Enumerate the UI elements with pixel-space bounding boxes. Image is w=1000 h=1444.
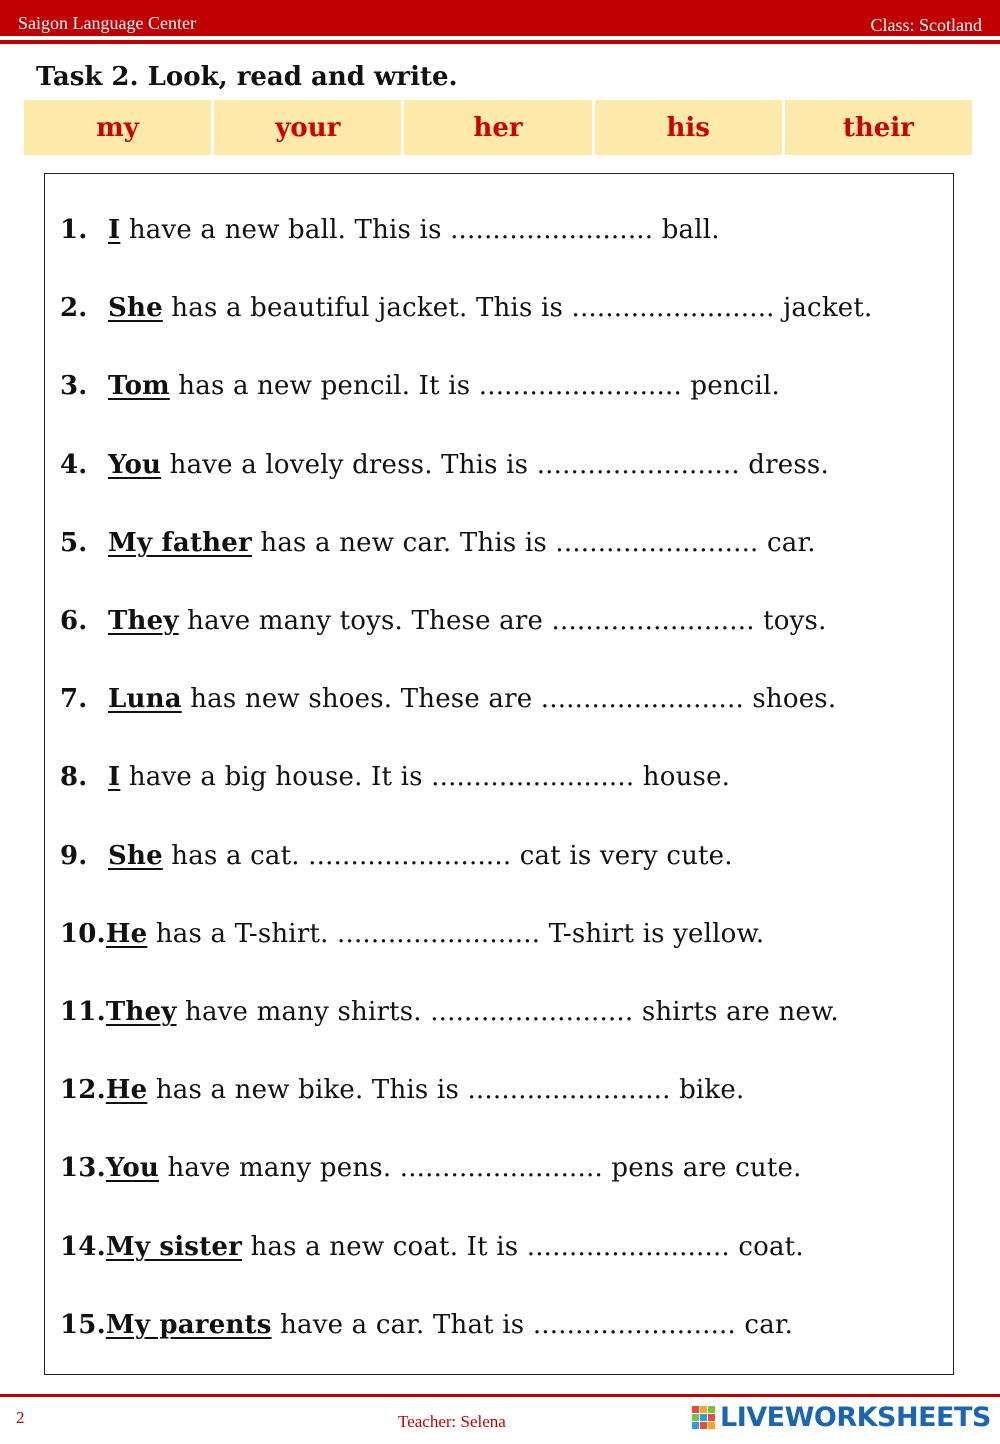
item-subject: He <box>105 918 148 949</box>
item-subject: They <box>108 606 179 636</box>
item-subject: She <box>108 293 163 324</box>
exercise-item <box>60 450 829 480</box>
item-sentence: have a big house. It is ........................ house. <box>120 762 731 793</box>
exercise-item <box>60 1075 744 1105</box>
item-number: 1. <box>60 215 88 245</box>
item-sentence: has a new pencil. It is ........................ pencil. <box>169 371 781 402</box>
exercise-item <box>60 919 764 949</box>
item-number: 4. <box>60 449 88 480</box>
item-number: 14. <box>60 1231 106 1262</box>
item-subject: My parents <box>105 1309 272 1340</box>
exercise-item <box>60 215 720 245</box>
exercise-item <box>60 841 733 871</box>
item-sentence: has a new coat. It is ........................ coat. <box>242 1231 804 1262</box>
exercise-item <box>60 293 872 323</box>
item-subject: You <box>108 449 162 480</box>
item-sentence: have many pens. ........................ pens are cute. <box>159 1153 802 1184</box>
header-bar <box>0 0 1000 36</box>
word-bank-item: your <box>214 100 401 155</box>
exercise-item <box>60 997 839 1027</box>
item-subject: He <box>105 1075 148 1106</box>
task-title: Task 2. Look, read and write. <box>36 62 458 92</box>
item-sentence: has a T-shirt. ........................ T-shirt is yellow. <box>147 918 765 949</box>
word-bank <box>24 100 972 155</box>
exercise-item <box>60 762 730 792</box>
exercise-item <box>60 1153 802 1183</box>
exercise-item <box>60 684 836 714</box>
item-sentence: have many shirts. ........................ shirts are new. <box>176 997 839 1027</box>
word-bank-item: his <box>595 100 782 155</box>
item-sentence: has a beautiful jacket. This is ........................ jacket. <box>162 293 873 324</box>
page-number: 2 <box>16 1408 25 1427</box>
header-divider <box>0 40 1000 44</box>
brand-name: LIVEWORKSHEETS <box>720 1402 991 1433</box>
item-number: 12. <box>60 1075 106 1106</box>
class-name: Class: Scotland <box>870 15 982 35</box>
word-bank-item: her <box>404 100 591 155</box>
footer-divider <box>0 1394 1000 1397</box>
item-sentence: has a new car. This is ........................ car. <box>251 527 816 558</box>
item-sentence: has new shoes. These are ........................ shoes. <box>181 684 837 715</box>
item-subject: My father <box>108 527 252 558</box>
item-subject: Luna <box>108 684 182 715</box>
item-number: 9. <box>60 840 88 871</box>
item-sentence: has a new bike. This is ........................ bike. <box>147 1075 745 1106</box>
item-subject: Tom <box>108 371 170 402</box>
item-number: 15. <box>60 1309 106 1340</box>
item-subject: You <box>105 1153 159 1184</box>
exercise-item <box>60 606 827 636</box>
item-number: 11. <box>60 997 106 1027</box>
item-sentence: has a cat. ........................ cat is very cute. <box>162 840 733 871</box>
item-number: 8. <box>60 762 88 793</box>
item-subject: I <box>108 762 121 793</box>
item-subject: I <box>108 215 121 245</box>
liveworksheets-logo-icon <box>692 1406 716 1430</box>
item-sentence: have a car. That is ........................ car. <box>271 1309 794 1340</box>
item-number: 6. <box>60 606 88 636</box>
item-subject: She <box>108 840 163 871</box>
exercise-item <box>60 528 816 558</box>
item-sentence: have many toys. These are ........................ toys. <box>178 606 827 636</box>
item-number: 7. <box>60 684 88 715</box>
item-number: 5. <box>60 527 88 558</box>
teacher-name: Teacher: Selena <box>398 1412 506 1431</box>
exercise-item <box>60 1232 804 1262</box>
item-sentence: have a new ball. This is ........................ ball. <box>120 215 720 245</box>
exercise-item <box>60 1310 793 1340</box>
school-name: Saigon Language Center <box>18 13 196 33</box>
word-bank-item: my <box>24 100 211 155</box>
item-number: 3. <box>60 371 88 402</box>
item-number: 2. <box>60 293 88 324</box>
item-number: 10. <box>60 918 106 949</box>
item-subject: My sister <box>105 1231 242 1262</box>
exercise-item <box>60 371 780 401</box>
brand-logo <box>692 1402 991 1433</box>
item-subject: They <box>105 997 177 1027</box>
item-sentence: have a lovely dress. This is ........................ dress. <box>161 449 829 480</box>
item-number: 13. <box>60 1153 106 1184</box>
word-bank-item: their <box>785 100 972 155</box>
